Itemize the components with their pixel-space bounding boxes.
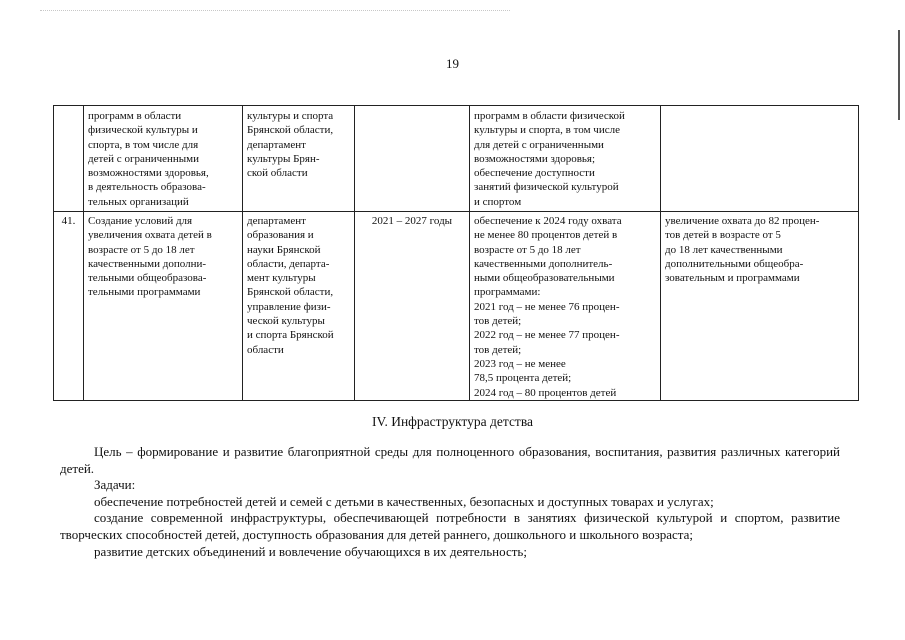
indicator-cell <box>661 212 859 401</box>
cell-line: 78,5 процента детей; <box>474 372 572 385</box>
measure-cell <box>84 106 243 212</box>
cell-line: образования и <box>247 229 314 242</box>
cell-line: Создание условий для <box>88 215 193 227</box>
cell-line: и спорта Брянской <box>247 329 334 342</box>
cell-line: детей с ограниченными <box>88 152 200 165</box>
cell-line: возрасте от 5 до 18 лет <box>474 243 581 256</box>
cell-line: в деятельность образова- <box>88 181 206 194</box>
scan-top-rule <box>40 10 510 11</box>
cell-line: не менее 80 процентов детей в <box>474 229 618 242</box>
measures-table <box>53 105 859 401</box>
cell-line: департамент <box>247 215 306 227</box>
row-number-cell <box>54 106 84 212</box>
cell-line: мент культуры <box>247 272 316 285</box>
indicator-cell <box>661 106 859 212</box>
cell-line: 2024 год – 80 процентов детей <box>474 386 617 399</box>
cell-line: возрасте от 5 до 18 лет <box>88 243 195 256</box>
term-cell: 2021 – 2027 годы <box>355 212 470 401</box>
cell-line: программами: <box>474 286 541 299</box>
cell-line: тельных организаций <box>88 195 189 208</box>
cell-line: возможностями здоровья, <box>88 167 209 180</box>
cell-line: тов детей; <box>474 343 522 356</box>
cell-line: и спортом <box>474 195 522 208</box>
cell-line: Брянской области, <box>247 286 334 299</box>
scan-edge-mark <box>898 30 900 120</box>
row-number-cell: 41. <box>54 212 84 401</box>
section-heading: IV. Инфраструктура детства <box>371 414 534 429</box>
cell-line: зовательным и программами <box>665 272 800 285</box>
cell-line: возможностями здоровья; <box>474 152 596 165</box>
cell-line: науки Брянской <box>247 243 321 256</box>
term-cell <box>355 106 470 212</box>
cell-line: 2023 год – не менее <box>474 357 566 370</box>
cell-line: увеличения охвата детей в <box>88 229 212 242</box>
cell-line: департамент <box>247 138 306 151</box>
table-row <box>54 106 859 212</box>
cell-line: тельными программами <box>88 286 201 299</box>
cell-line: увеличение охвата до 82 процен- <box>665 215 820 227</box>
cell-line: тов детей; <box>474 315 522 328</box>
cell-line: физической культуры и <box>88 124 198 137</box>
task-paragraph: развитие детских объединений и вовлечение обучающихся в их деятельность; <box>94 543 527 559</box>
executor-cell <box>243 106 355 212</box>
cell-line: ческой культуры <box>247 315 325 328</box>
cell-line: культуры и спорта <box>247 110 334 122</box>
cell-line: качественными дополни- <box>88 257 207 270</box>
cell-line: качественными дополнитель- <box>474 257 613 270</box>
cell-line: области, департа- <box>247 257 330 270</box>
cell-line: культуры и спорта, в том числе <box>474 124 620 137</box>
cell-line: 2022 год – не менее 77 процен- <box>474 329 620 342</box>
result-cell <box>470 106 661 212</box>
cell-line: обеспечение доступности <box>474 167 595 180</box>
tasks-label: Задачи: <box>94 477 136 493</box>
table-row <box>54 212 859 401</box>
executor-cell <box>243 212 355 401</box>
page-number: 19 <box>446 56 459 71</box>
section-body <box>60 444 840 560</box>
goal-paragraph: Цель – формирование и развитие благоприятной среды для полноценного образования, воспитания, развития различных категорий детей. <box>60 444 840 476</box>
cell-line: тельными общеобразова- <box>88 272 207 285</box>
cell-line: спорта, в том числе для <box>88 138 199 151</box>
cell-line: тов детей в возрасте от 5 <box>665 229 781 242</box>
cell-line: ской области <box>247 167 308 180</box>
result-cell <box>470 212 661 401</box>
measure-cell <box>84 212 243 401</box>
cell-line: до 18 лет качественными <box>665 243 783 256</box>
task-paragraph: обеспечение потребностей детей и семей с детьми в качественных, безопасных и доступных товарах и услугах; <box>94 493 714 509</box>
cell-line: занятий физической культурой <box>474 181 619 194</box>
cell-line: программ в области <box>88 110 182 122</box>
cell-line: дополнительными общеобра- <box>665 257 804 270</box>
cell-line: обеспечение к 2024 году охвата <box>474 215 622 227</box>
cell-line: для детей с ограниченными <box>474 138 604 151</box>
cell-line: Брянской области, <box>247 124 334 137</box>
task-paragraph: создание современной инфраструктуры, обеспечивающей потребности в занятиях физической культурой и спортом, развитие творческих способностей детей, доступность образования для детей раннего, дошкольного и школьного возраста; <box>60 510 840 542</box>
cell-line: программ в области физической <box>474 110 625 122</box>
cell-line: ными общеобразовательными <box>474 272 615 285</box>
cell-line: 2021 год – не менее 76 процен- <box>474 300 620 313</box>
cell-line: культуры Брян- <box>247 152 320 165</box>
cell-line: области <box>247 343 284 356</box>
cell-line: управление физи- <box>247 300 331 313</box>
